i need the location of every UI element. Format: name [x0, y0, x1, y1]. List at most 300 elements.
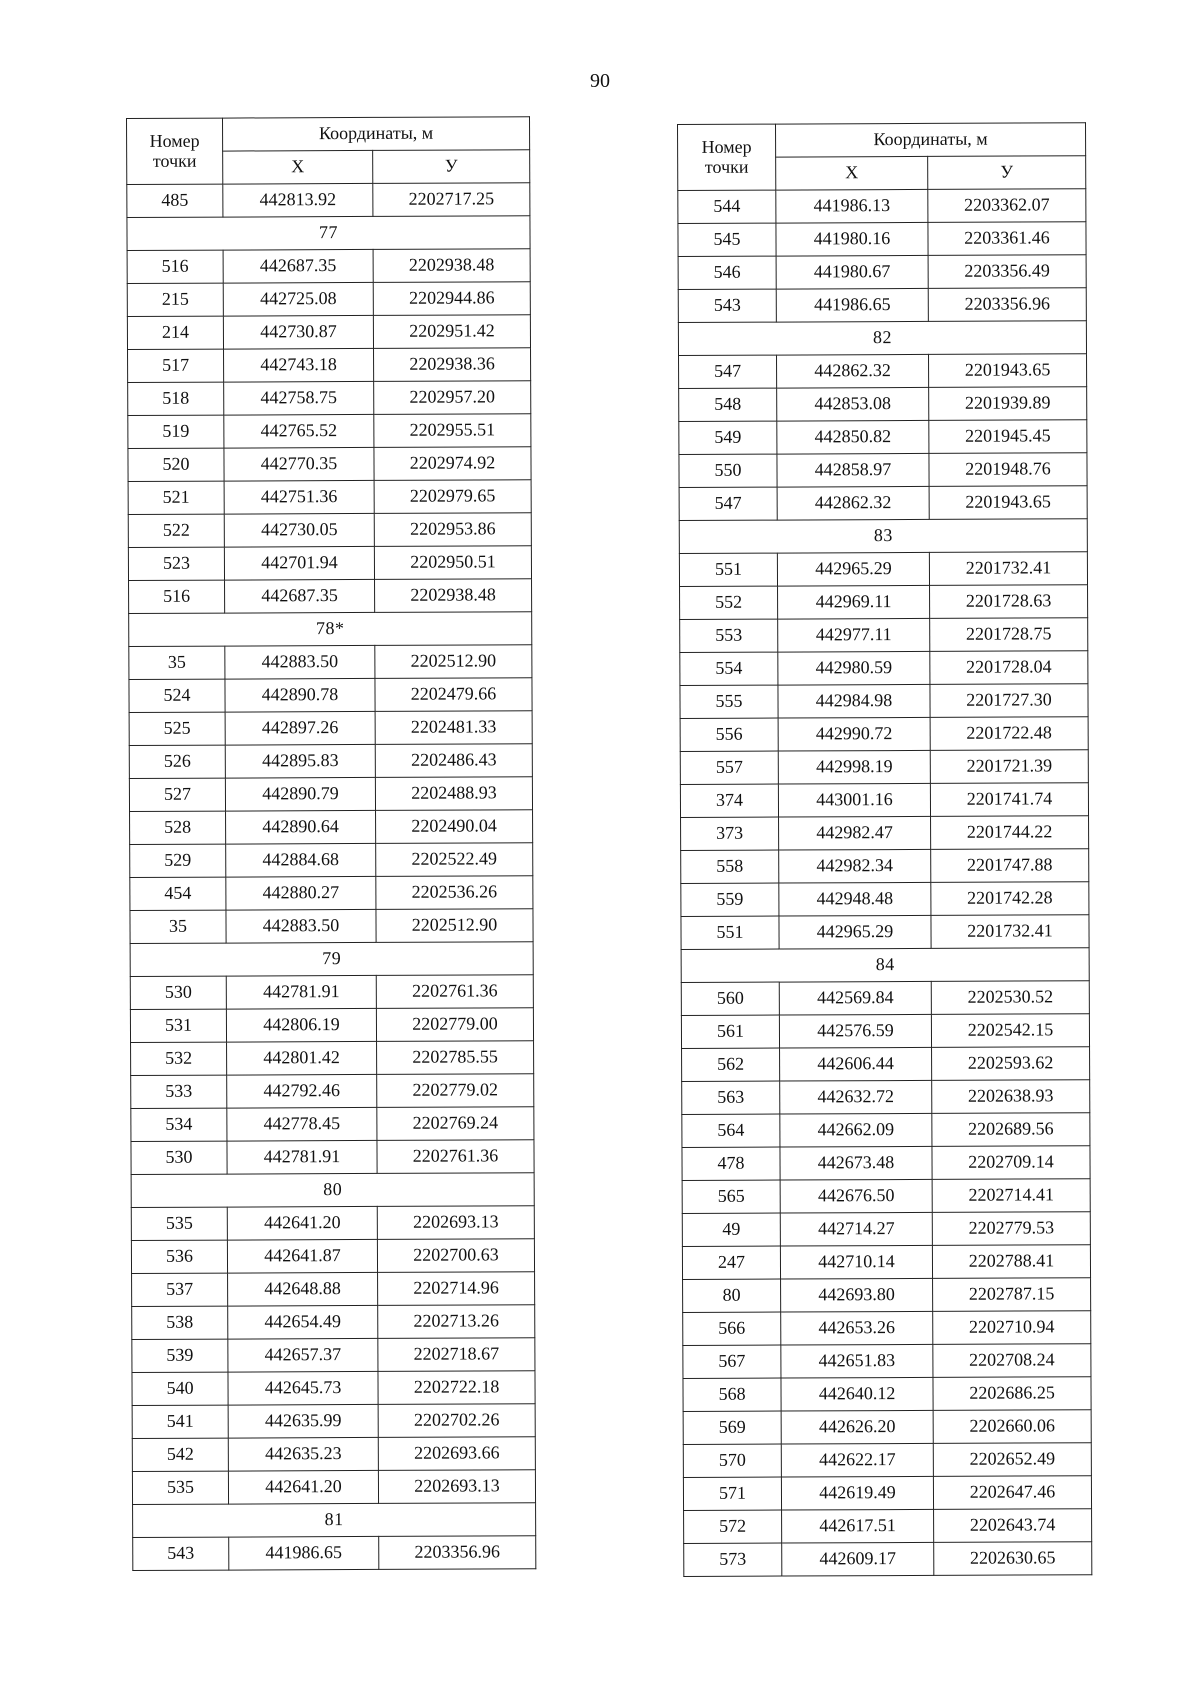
point-number-cell: 569	[683, 1411, 781, 1444]
x-coordinate-cell: 442884.68	[226, 843, 376, 877]
table-row	[130, 975, 533, 1010]
x-coordinate-cell: 442965.29	[779, 915, 931, 949]
x-coordinate-cell: 442982.47	[779, 816, 931, 850]
y-coordinate-cell: 2203356.96	[379, 1536, 536, 1570]
x-column-header: X	[776, 156, 928, 190]
y-coordinate-cell: 2202979.65	[374, 480, 531, 514]
y-coordinate-cell: 2202974.92	[374, 447, 531, 481]
x-coordinate-cell: 442687.35	[223, 249, 373, 283]
x-column-header: X	[223, 150, 373, 184]
y-coordinate-cell: 2202787.15	[933, 1278, 1091, 1312]
group-number: 84	[681, 948, 1089, 983]
x-coordinate-cell: 442880.27	[226, 876, 376, 910]
y-coordinate-cell: 2202708.24	[933, 1344, 1091, 1378]
group-row	[127, 216, 530, 251]
point-number-cell: 536	[131, 1240, 227, 1273]
x-coordinate-cell: 442714.27	[780, 1212, 932, 1246]
y-coordinate-cell: 2202643.74	[934, 1509, 1092, 1543]
point-number-cell: 543	[678, 289, 776, 322]
point-number-cell: 566	[683, 1312, 781, 1345]
table-row	[683, 1377, 1091, 1412]
table-row	[680, 585, 1088, 620]
y-coordinate-cell: 2202788.41	[932, 1245, 1090, 1279]
x-coordinate-cell: 442654.49	[228, 1305, 378, 1339]
x-coordinate-cell: 442890.78	[225, 678, 375, 712]
y-coordinate-cell: 2201744.22	[931, 816, 1089, 850]
y-coordinate-cell: 2201727.30	[930, 684, 1088, 718]
y-coordinate-cell: 2201732.41	[931, 915, 1089, 949]
y-coordinate-cell: 2202647.46	[933, 1476, 1091, 1510]
y-coordinate-cell: 2202938.48	[373, 249, 530, 283]
y-coordinate-cell: 2202638.93	[932, 1080, 1090, 1114]
y-coordinate-cell: 2201943.65	[929, 354, 1087, 388]
point-number-cell: 530	[130, 976, 226, 1009]
point-number-cell: 553	[680, 619, 778, 652]
x-coordinate-cell: 442806.19	[226, 1008, 376, 1042]
y-coordinate-cell: 2202490.04	[376, 810, 533, 844]
y-coordinate-cell: 2202593.62	[932, 1047, 1090, 1081]
y-coordinate-cell: 2202779.02	[377, 1074, 534, 1108]
y-coordinate-cell: 2202717.25	[373, 183, 530, 217]
x-coordinate-cell: 442632.72	[780, 1080, 932, 1114]
table-row	[127, 249, 530, 284]
point-number-cell: 520	[128, 448, 224, 481]
table-row	[132, 1338, 535, 1373]
y-coordinate-cell: 2202779.00	[376, 1008, 533, 1042]
y-coordinate-cell: 2202660.06	[933, 1410, 1091, 1444]
x-coordinate-cell: 441986.13	[776, 189, 928, 223]
y-coordinate-cell: 2202944.86	[373, 282, 530, 316]
y-column-header: У	[928, 156, 1086, 190]
y-coordinate-cell: 2202938.36	[374, 348, 531, 382]
coordinates-header: Координаты, м	[223, 117, 530, 151]
y-coordinate-cell: 2202700.63	[377, 1239, 534, 1273]
point-number-cell: 518	[128, 382, 224, 415]
table-row	[678, 222, 1086, 257]
x-coordinate-cell: 441986.65	[776, 288, 928, 322]
point-number-cell: 563	[682, 1081, 780, 1114]
table-row	[678, 288, 1086, 323]
table-row	[132, 1371, 535, 1406]
point-number-cell: 572	[684, 1510, 782, 1543]
x-coordinate-cell: 442765.52	[224, 414, 374, 448]
table-row	[683, 1278, 1091, 1313]
point-number-cell: 541	[132, 1405, 228, 1438]
x-coordinate-cell: 442990.72	[778, 717, 930, 751]
table-row	[680, 717, 1088, 752]
x-coordinate-cell: 441980.16	[776, 222, 928, 256]
x-coordinate-cell: 442653.26	[781, 1311, 933, 1345]
x-coordinate-cell: 442813.92	[223, 183, 373, 217]
x-coordinate-cell: 442758.75	[224, 381, 374, 415]
y-coordinate-cell: 2202785.55	[377, 1041, 534, 1075]
point-number-cell: 537	[132, 1273, 228, 1306]
x-coordinate-cell: 442617.51	[782, 1509, 934, 1543]
table-row	[681, 849, 1089, 884]
table-row	[683, 1443, 1091, 1478]
point-number-cell: 523	[128, 547, 224, 580]
point-number-cell: 544	[678, 190, 776, 223]
table-row	[682, 1113, 1090, 1148]
point-number-cell: 546	[678, 256, 776, 289]
x-coordinate-cell: 442850.82	[777, 420, 929, 454]
point-number-cell: 525	[129, 712, 225, 745]
y-coordinate-cell: 2202718.67	[378, 1338, 535, 1372]
table-row	[128, 447, 531, 482]
x-coordinate-cell: 442641.87	[227, 1239, 377, 1273]
x-coordinate-cell: 442897.26	[225, 711, 375, 745]
point-number-cell: 527	[129, 778, 225, 811]
table-row	[682, 1047, 1090, 1082]
y-coordinate-cell: 2201939.89	[929, 387, 1087, 421]
x-coordinate-cell: 442693.80	[781, 1278, 933, 1312]
y-coordinate-cell: 2203356.96	[928, 288, 1086, 322]
table-row	[127, 183, 530, 218]
table-row	[682, 1245, 1090, 1280]
x-coordinate-cell: 442662.09	[780, 1113, 932, 1147]
table-row	[133, 1536, 536, 1571]
point-number-cell: 533	[131, 1075, 227, 1108]
y-coordinate-cell: 2202512.90	[376, 909, 533, 943]
table-row	[130, 1008, 533, 1043]
table-row	[129, 744, 532, 779]
x-coordinate-cell: 442965.29	[777, 552, 929, 586]
point-number-cell: 374	[680, 784, 778, 817]
point-number-cell: 247	[682, 1246, 780, 1279]
point-number-cell: 571	[683, 1477, 781, 1510]
coordinates-table-left	[126, 116, 536, 1571]
x-coordinate-cell: 442984.98	[778, 684, 930, 718]
point-number-cell: 519	[128, 415, 224, 448]
point-number-cell: 543	[133, 1537, 229, 1570]
x-coordinate-cell: 442673.48	[780, 1146, 932, 1180]
point-number-cell: 49	[682, 1213, 780, 1246]
x-coordinate-cell: 442890.79	[225, 777, 375, 811]
y-coordinate-cell: 2202530.52	[931, 981, 1089, 1015]
y-coordinate-cell: 2201721.39	[930, 750, 1088, 784]
x-coordinate-cell: 442730.05	[224, 513, 374, 547]
table-row	[131, 1074, 534, 1109]
y-coordinate-cell: 2201741.74	[930, 783, 1088, 817]
x-coordinate-cell: 442751.36	[224, 480, 374, 514]
x-coordinate-cell: 443001.16	[778, 783, 930, 817]
x-coordinate-cell: 442895.83	[225, 744, 375, 778]
x-coordinate-cell: 442969.11	[778, 585, 930, 619]
y-coordinate-cell: 2202630.65	[934, 1542, 1092, 1576]
table-row	[132, 1272, 535, 1307]
table-row	[131, 1107, 534, 1142]
y-coordinate-cell: 2202693.13	[377, 1206, 534, 1240]
x-coordinate-cell: 442998.19	[778, 750, 930, 784]
x-coordinate-cell: 442948.48	[779, 882, 931, 916]
x-coordinate-cell: 442801.42	[227, 1041, 377, 1075]
y-coordinate-cell: 2202714.96	[378, 1272, 535, 1306]
table-row	[131, 1041, 534, 1076]
group-row	[133, 1503, 536, 1538]
y-coordinate-cell: 2201732.41	[929, 552, 1087, 586]
point-number-cell: 531	[130, 1009, 226, 1042]
y-coordinate-cell: 2203356.49	[928, 255, 1086, 289]
point-number-cell: 478	[682, 1147, 780, 1180]
table-row	[683, 1410, 1091, 1445]
coordinates-header: Координаты, м	[776, 123, 1086, 157]
y-coordinate-cell: 2202761.36	[377, 1140, 534, 1174]
group-row	[130, 942, 533, 977]
x-coordinate-cell: 442792.46	[227, 1074, 377, 1108]
y-coordinate-cell: 2203362.07	[928, 189, 1086, 223]
x-coordinate-cell: 442883.50	[226, 909, 376, 943]
point-number-cell: 517	[128, 349, 224, 382]
point-number-cell: 545	[678, 223, 776, 256]
x-coordinate-cell: 442982.34	[779, 849, 931, 883]
point-number-cell: 214	[127, 316, 223, 349]
table-row	[682, 1179, 1090, 1214]
y-coordinate-cell: 2202488.93	[375, 777, 532, 811]
point-number-cell: 568	[683, 1378, 781, 1411]
point-number-cell: 561	[681, 1015, 779, 1048]
y-coordinate-cell: 2202953.86	[374, 513, 531, 547]
y-coordinate-cell: 2202536.26	[376, 876, 533, 910]
point-number-cell: 549	[679, 421, 777, 454]
point-number-cell: 567	[683, 1345, 781, 1378]
table-row	[678, 255, 1086, 290]
point-number-cell: 35	[129, 646, 225, 679]
point-number-cell: 530	[131, 1141, 227, 1174]
point-number-cell: 573	[684, 1543, 782, 1576]
table-body-right	[678, 189, 1092, 1577]
table-row	[682, 1212, 1090, 1247]
y-coordinate-cell: 2202542.15	[931, 1014, 1089, 1048]
point-number-cell: 559	[681, 883, 779, 916]
table-row	[680, 618, 1088, 653]
table-row	[129, 579, 532, 614]
point-number-cell: 562	[682, 1048, 780, 1081]
x-coordinate-cell: 442730.87	[223, 315, 373, 349]
table-row	[682, 1146, 1090, 1181]
x-coordinate-cell: 442622.17	[781, 1443, 933, 1477]
table-row	[681, 816, 1089, 851]
table-row	[130, 876, 533, 911]
y-coordinate-cell: 2202779.53	[932, 1212, 1090, 1246]
point-number-cell: 556	[680, 718, 778, 751]
x-coordinate-cell: 442641.20	[227, 1206, 377, 1240]
x-coordinate-cell: 442710.14	[780, 1245, 932, 1279]
point-number-cell: 534	[131, 1108, 227, 1141]
y-coordinate-cell: 2201948.76	[929, 453, 1087, 487]
table-row	[132, 1305, 535, 1340]
y-coordinate-cell: 2202951.42	[373, 315, 530, 349]
point-number-cell: 560	[681, 982, 779, 1015]
y-coordinate-cell: 2202950.51	[374, 546, 531, 580]
group-number: 80	[131, 1173, 534, 1208]
point-number-cell: 80	[683, 1279, 781, 1312]
point-number-cell: 522	[128, 514, 224, 547]
table-row	[130, 843, 533, 878]
x-coordinate-cell: 442687.35	[225, 579, 375, 613]
x-coordinate-cell: 442635.99	[228, 1404, 378, 1438]
y-coordinate-cell: 2202955.51	[374, 414, 531, 448]
y-coordinate-cell: 2202689.56	[932, 1113, 1090, 1147]
y-coordinate-cell: 2202486.43	[375, 744, 532, 778]
point-number-cell: 516	[129, 580, 225, 613]
y-coordinate-cell: 2202769.24	[377, 1107, 534, 1141]
x-coordinate-cell: 442609.17	[782, 1542, 934, 1576]
x-coordinate-cell: 442980.59	[778, 651, 930, 685]
x-coordinate-cell: 442977.11	[778, 618, 930, 652]
table-row	[128, 546, 531, 581]
table-row	[680, 783, 1088, 818]
x-coordinate-cell: 442676.50	[780, 1179, 932, 1213]
group-number: 81	[133, 1503, 536, 1538]
point-number-cell: 552	[680, 586, 778, 619]
point-number-cell: 528	[130, 811, 226, 844]
y-coordinate-cell: 2201742.28	[931, 882, 1089, 916]
table-row	[684, 1509, 1092, 1544]
table-row	[681, 915, 1089, 950]
table-row	[681, 882, 1089, 917]
table-row	[128, 513, 531, 548]
table-row	[680, 684, 1088, 719]
y-coordinate-cell: 2203361.46	[928, 222, 1086, 256]
point-number-cell: 547	[679, 487, 777, 520]
x-coordinate-cell: 442651.83	[781, 1344, 933, 1378]
y-coordinate-cell: 2202761.36	[376, 975, 533, 1009]
group-row	[129, 612, 532, 647]
table-row	[680, 651, 1088, 686]
group-row	[131, 1173, 534, 1208]
point-number-cell: 548	[679, 388, 777, 421]
y-coordinate-cell: 2202713.26	[378, 1305, 535, 1339]
x-coordinate-cell: 442635.23	[228, 1437, 378, 1471]
x-coordinate-cell: 442640.12	[781, 1377, 933, 1411]
y-coordinate-cell: 2201945.45	[929, 420, 1087, 454]
table-row	[128, 348, 531, 383]
y-coordinate-cell: 2202522.49	[376, 843, 533, 877]
point-number-cell: 554	[680, 652, 778, 685]
y-coordinate-cell: 2201943.65	[929, 486, 1087, 520]
table-row	[683, 1476, 1091, 1511]
x-coordinate-cell: 442862.32	[777, 486, 929, 520]
y-coordinate-cell: 2201728.63	[930, 585, 1088, 619]
point-number-cell: 535	[131, 1207, 227, 1240]
group-row	[679, 519, 1087, 554]
x-coordinate-cell: 442853.08	[777, 387, 929, 421]
table-row	[128, 414, 531, 449]
point-number-cell: 529	[130, 844, 226, 877]
group-number: 77	[127, 216, 530, 251]
y-coordinate-cell: 2202709.14	[932, 1146, 1090, 1180]
table-row	[129, 645, 532, 680]
point-number-cell: 454	[130, 877, 226, 910]
point-number-cell: 532	[131, 1042, 227, 1075]
table-row	[129, 777, 532, 812]
x-coordinate-cell: 442576.59	[779, 1014, 931, 1048]
group-row	[681, 948, 1089, 983]
table-row	[132, 1404, 535, 1439]
y-coordinate-cell: 2202512.90	[375, 645, 532, 679]
y-coordinate-cell: 2201722.48	[930, 717, 1088, 751]
table-row	[127, 315, 530, 350]
x-coordinate-cell: 442619.49	[781, 1476, 933, 1510]
point-number-cell: 526	[129, 745, 225, 778]
x-coordinate-cell: 441986.65	[229, 1536, 379, 1570]
point-number-cell: 558	[681, 850, 779, 883]
table-row	[131, 1239, 534, 1274]
y-coordinate-cell: 2202686.25	[933, 1377, 1091, 1411]
x-coordinate-cell: 442648.88	[228, 1272, 378, 1306]
x-coordinate-cell: 442781.91	[227, 1140, 377, 1174]
x-coordinate-cell: 442657.37	[228, 1338, 378, 1372]
x-coordinate-cell: 442569.84	[779, 981, 931, 1015]
point-number-header: Номер точки	[127, 118, 223, 184]
point-number-cell: 524	[129, 679, 225, 712]
x-coordinate-cell: 442890.64	[226, 810, 376, 844]
x-coordinate-cell: 442725.08	[223, 282, 373, 316]
point-number-cell: 542	[132, 1438, 228, 1471]
point-number-cell: 535	[132, 1471, 228, 1504]
x-coordinate-cell: 442701.94	[224, 546, 374, 580]
point-number-cell: 564	[682, 1114, 780, 1147]
table-row	[679, 420, 1087, 455]
table-row	[679, 354, 1087, 389]
table-row	[682, 1080, 1090, 1115]
group-number: 82	[678, 321, 1086, 356]
y-coordinate-cell: 2202938.48	[375, 579, 532, 613]
group-number: 78*	[129, 612, 532, 647]
table-body-left	[127, 183, 536, 1571]
x-coordinate-cell: 442858.97	[777, 453, 929, 487]
table-row	[678, 189, 1086, 224]
x-coordinate-cell: 442626.20	[781, 1410, 933, 1444]
point-number-header: Номер точки	[678, 124, 776, 190]
table-row	[679, 552, 1087, 587]
y-coordinate-cell: 2202710.94	[933, 1311, 1091, 1345]
y-coordinate-cell: 2202714.41	[932, 1179, 1090, 1213]
table-row	[681, 981, 1089, 1016]
point-number-cell: 565	[682, 1180, 780, 1213]
point-number-cell: 516	[127, 250, 223, 283]
point-number-cell: 557	[680, 751, 778, 784]
page-number: 90	[590, 70, 610, 92]
table-row	[132, 1470, 535, 1505]
point-number-cell: 540	[132, 1372, 228, 1405]
point-number-cell: 521	[128, 481, 224, 514]
point-number-cell: 373	[681, 817, 779, 850]
y-coordinate-cell: 2202481.33	[375, 711, 532, 745]
table-row	[127, 282, 530, 317]
point-number-cell: 547	[679, 355, 777, 388]
x-coordinate-cell: 441980.67	[776, 255, 928, 289]
group-row	[678, 321, 1086, 356]
table-row	[128, 381, 531, 416]
y-coordinate-cell: 2201747.88	[931, 849, 1089, 883]
table-row	[129, 678, 532, 713]
point-number-cell: 538	[132, 1306, 228, 1339]
table-row	[130, 909, 533, 944]
y-coordinate-cell: 2202479.66	[375, 678, 532, 712]
table-row	[684, 1542, 1092, 1577]
x-coordinate-cell: 442781.91	[226, 975, 376, 1009]
y-coordinate-cell: 2202693.13	[378, 1470, 535, 1504]
table-row	[681, 1014, 1089, 1049]
x-coordinate-cell: 442743.18	[224, 348, 374, 382]
y-coordinate-cell: 2201728.75	[930, 618, 1088, 652]
y-coordinate-cell: 2202693.66	[378, 1437, 535, 1471]
y-coordinate-cell: 2202702.26	[378, 1404, 535, 1438]
table-row	[679, 387, 1087, 422]
coordinates-table-right	[677, 122, 1092, 1577]
table-row	[683, 1344, 1091, 1379]
